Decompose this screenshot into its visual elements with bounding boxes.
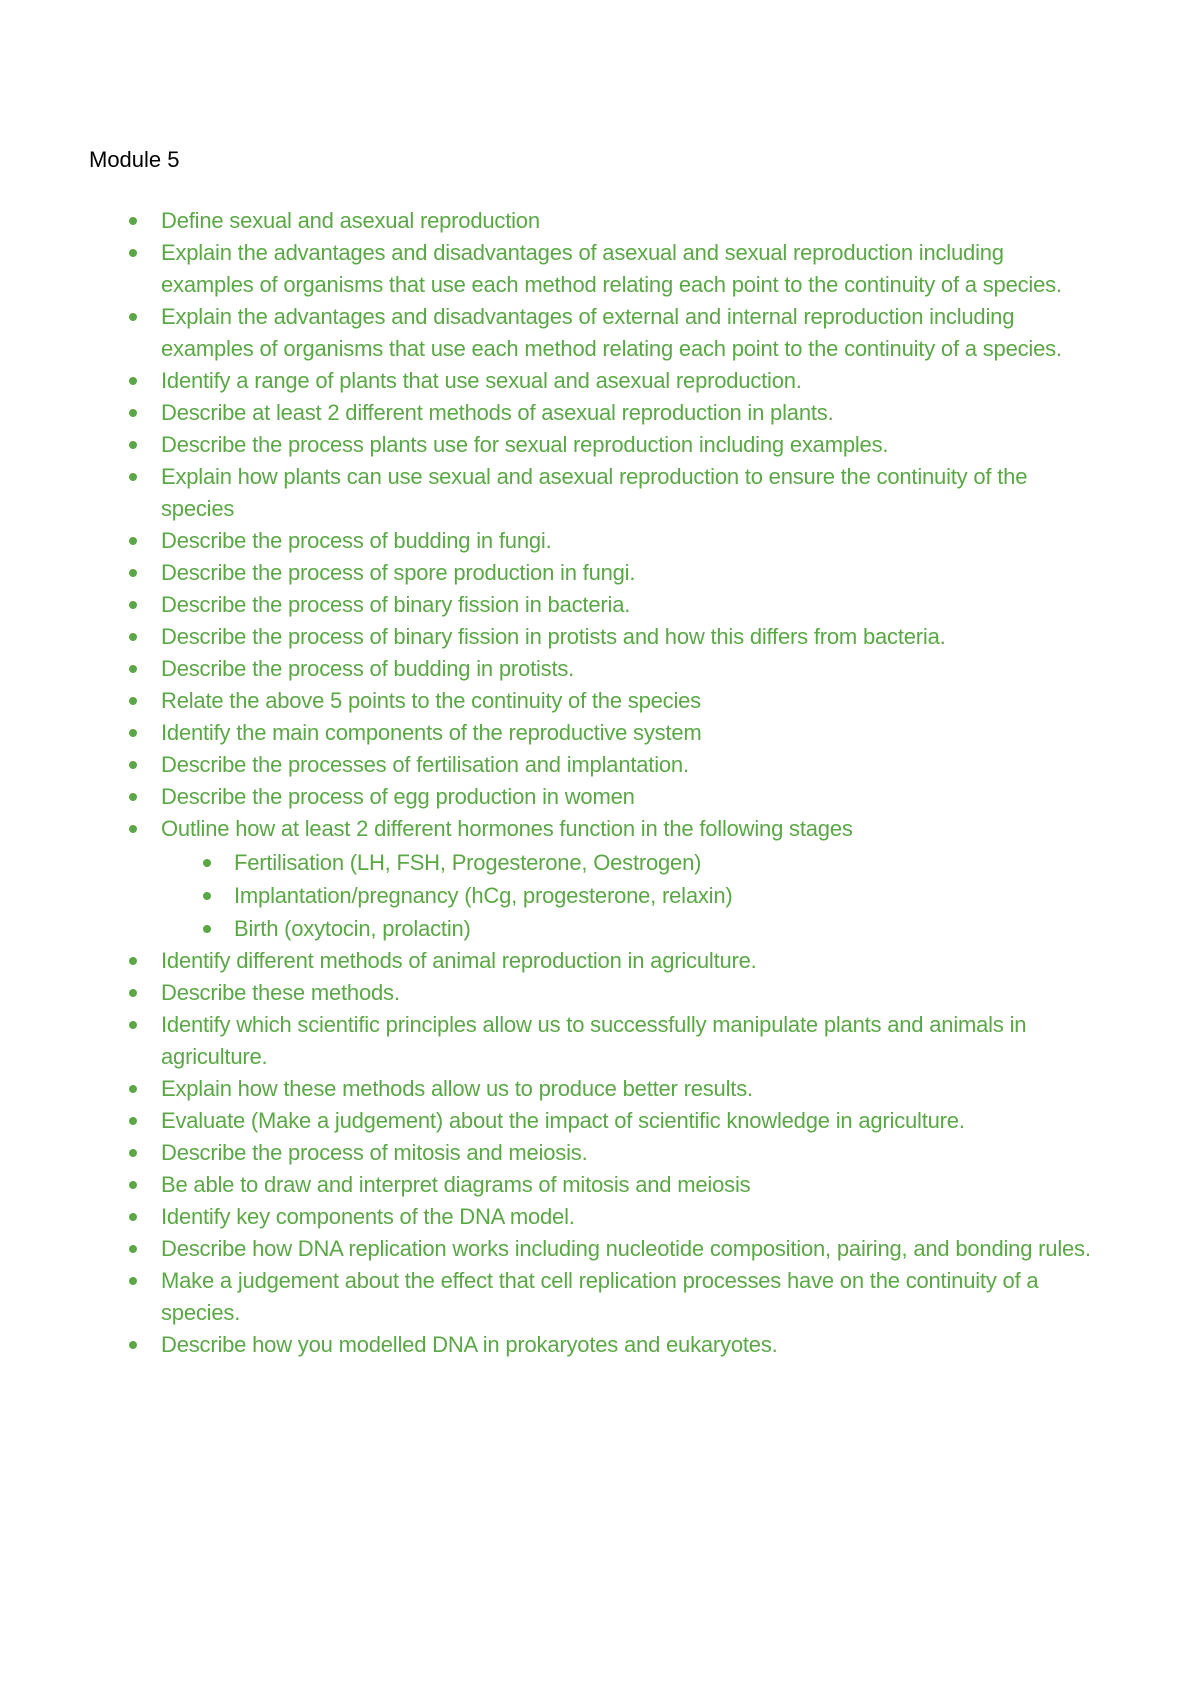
list-item-text: Explain the advantages and disadvantages of asexual and sexual reproduction including examples of organisms that use each method relating each point to the continuity of a species.	[161, 240, 1062, 297]
list-item	[89, 1105, 1099, 1137]
list-item-text: Describe how you modelled DNA in prokaryotes and eukaryotes.	[161, 1332, 778, 1357]
bullet-icon	[129, 1181, 137, 1189]
list-item	[89, 301, 1099, 365]
list-item-text: Identify a range of plants that use sexual and asexual reproduction.	[161, 368, 802, 393]
bullet-icon	[203, 859, 211, 867]
list-item-text: Describe the process plants use for sexual reproduction including examples.	[161, 432, 889, 457]
list-item	[89, 1201, 1099, 1233]
list-item-text: Identify key components of the DNA model.	[161, 1204, 575, 1229]
bullet-icon	[129, 1341, 137, 1349]
list-item-text: Identify which scientific principles allow us to successfully manipulate plants and animals in agriculture.	[161, 1012, 1027, 1069]
list-item	[89, 1009, 1099, 1073]
list-item	[89, 205, 1099, 237]
bullet-icon	[129, 217, 137, 225]
sub-list-item-text: Implantation/pregnancy (hCg, progesterone, relaxin)	[234, 883, 733, 908]
list-item-text: Describe the process of budding in fungi.	[161, 528, 552, 553]
list-item	[89, 1233, 1099, 1265]
bullet-icon	[129, 409, 137, 417]
bullet-icon	[129, 957, 137, 965]
bullet-icon	[129, 1085, 137, 1093]
bullet-icon	[203, 892, 211, 900]
list-item-text: Describe the process of spore production in fungi.	[161, 560, 636, 585]
list-item	[89, 749, 1099, 781]
bullet-icon	[129, 793, 137, 801]
list-item	[89, 653, 1099, 685]
list-item-text: Explain how these methods allow us to produce better results.	[161, 1076, 753, 1101]
list-item	[89, 1169, 1099, 1201]
list-item	[89, 365, 1099, 397]
list-item	[89, 717, 1099, 749]
list-item-text: Explain how plants can use sexual and asexual reproduction to ensure the continuity of the species	[161, 464, 1028, 521]
list-item	[89, 781, 1099, 813]
list-item-text: Describe at least 2 different methods of asexual reproduction in plants.	[161, 400, 834, 425]
list-item-text: Identify the main components of the reproductive system	[161, 720, 702, 745]
list-item	[89, 525, 1099, 557]
list-item-text: Relate the above 5 points to the continuity of the species	[161, 688, 701, 713]
bullet-list	[89, 205, 1099, 1361]
list-item	[89, 1073, 1099, 1105]
list-item-text: Outline how at least 2 different hormones function in the following stages	[161, 816, 853, 841]
bullet-icon	[129, 697, 137, 705]
bullet-icon	[129, 473, 137, 481]
bullet-icon	[129, 313, 137, 321]
list-item-text: Describe the process of binary fission in bacteria.	[161, 592, 631, 617]
list-item-text: Describe how DNA replication works including nucleotide composition, pairing, and bonding rules.	[161, 1236, 1091, 1261]
list-item-text: Describe the process of budding in protists.	[161, 656, 575, 681]
bullet-icon	[129, 1277, 137, 1285]
list-item	[89, 429, 1099, 461]
list-item	[89, 1265, 1099, 1329]
list-item-text: Describe the process of egg production in women	[161, 784, 635, 809]
bullet-icon	[129, 569, 137, 577]
bullet-icon	[129, 537, 137, 545]
bullet-icon	[129, 989, 137, 997]
bullet-icon	[129, 1245, 137, 1253]
list-item-text: Describe the process of binary fission in protists and how this differs from bacteria.	[161, 624, 946, 649]
list-item	[89, 621, 1099, 653]
list-item	[89, 461, 1099, 525]
list-item-text: Explain the advantages and disadvantages of external and internal reproduction including examples of organisms that use each method relating each point to the continuity of a species.	[161, 304, 1062, 361]
list-item-text: Evaluate (Make a judgement) about the impact of scientific knowledge in agriculture.	[161, 1108, 965, 1133]
list-item	[89, 813, 1099, 945]
list-item	[89, 589, 1099, 621]
list-item-text: Describe the process of mitosis and meiosis.	[161, 1140, 588, 1165]
bullet-icon	[129, 1021, 137, 1029]
sub-list-item	[89, 912, 1099, 945]
bullet-icon	[129, 1149, 137, 1157]
sub-list-item	[89, 846, 1099, 879]
bullet-icon	[129, 601, 137, 609]
bullet-icon	[129, 1213, 137, 1221]
list-item	[89, 237, 1099, 301]
bullet-icon	[129, 377, 137, 385]
list-item-text: Describe the processes of fertilisation and implantation.	[161, 752, 689, 777]
list-item-text: Define sexual and asexual reproduction	[161, 208, 540, 233]
sub-list-item-text: Birth (oxytocin, prolactin)	[234, 916, 471, 941]
bullet-icon	[129, 825, 137, 833]
sub-list-item-text: Fertilisation (LH, FSH, Progesterone, Oestrogen)	[234, 850, 702, 875]
list-item-text: Describe these methods.	[161, 980, 400, 1005]
list-item	[89, 1329, 1099, 1361]
list-item-text: Identify different methods of animal reproduction in agriculture.	[161, 948, 757, 973]
bullet-icon	[129, 441, 137, 449]
bullet-icon	[129, 761, 137, 769]
list-item	[89, 397, 1099, 429]
bullet-icon	[129, 1117, 137, 1125]
sub-bullet-list	[161, 846, 1099, 945]
list-item-text: Make a judgement about the effect that cell replication processes have on the continuity of a species.	[161, 1268, 1039, 1325]
list-item	[89, 1137, 1099, 1169]
list-item	[89, 557, 1099, 589]
bullet-icon	[129, 729, 137, 737]
sub-list-item	[89, 879, 1099, 912]
bullet-icon	[129, 249, 137, 257]
list-item-text: Be able to draw and interpret diagrams of mitosis and meiosis	[161, 1172, 751, 1197]
list-item	[89, 977, 1099, 1009]
page-title: Module 5	[89, 147, 180, 172]
bullet-icon	[129, 665, 137, 673]
list-item	[89, 685, 1099, 717]
list-item	[89, 945, 1099, 977]
bullet-icon	[129, 633, 137, 641]
bullet-icon	[203, 925, 211, 933]
